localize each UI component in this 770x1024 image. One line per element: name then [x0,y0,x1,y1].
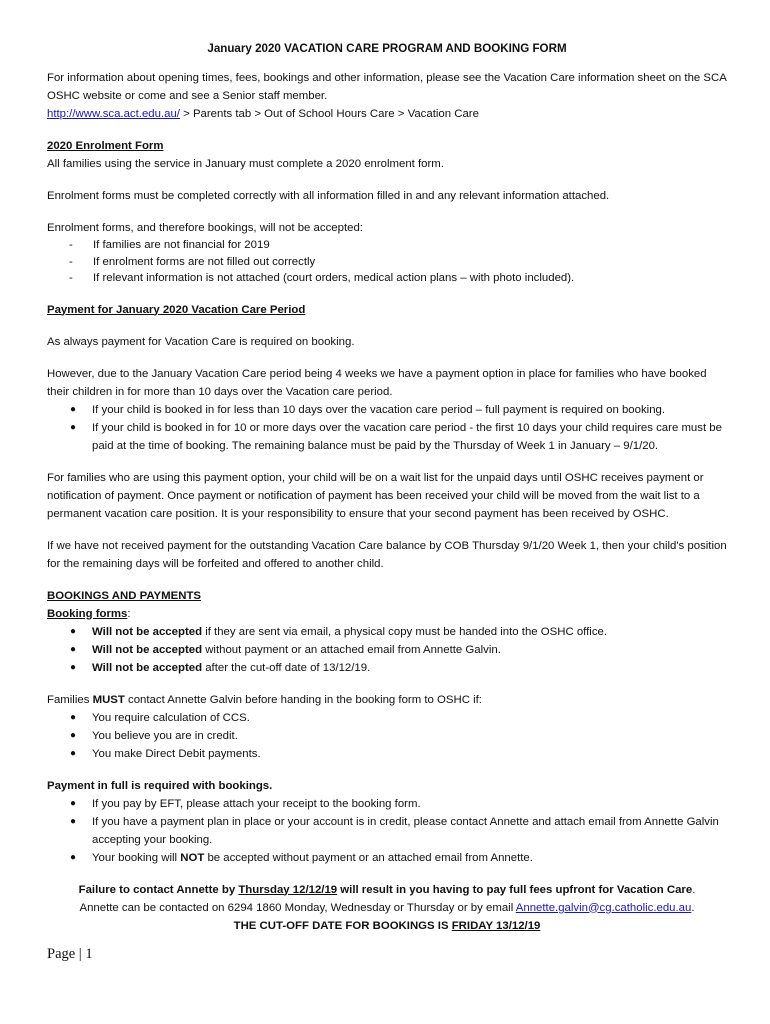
website-link[interactable]: http://www.sca.act.edu.au/ [47,108,180,120]
list-item: ● If you pay by EFT, please attach your receipt to the booking form. [47,795,727,813]
list-item: ● You make Direct Debit payments. [47,745,727,763]
document-page [47,36,727,935]
bullet-marker: ● [70,661,77,673]
must-contact-list [47,709,727,763]
bullet-marker: ● [70,851,77,863]
enrolment-line-2: Enrolment forms must be completed correctly with all information filled in and any relevant information attached. [47,190,610,202]
list-item: ● You believe you are in credit. [47,727,727,745]
bullet-marker: ● [70,797,77,809]
intro-link-line [47,105,727,123]
list-item: ● Your booking will NOT be accepted without payment or an attached email from Annette. [47,849,727,867]
page-footer: Page | 1 [47,946,93,962]
email-link[interactable]: Annette.galvin@cg.catholic.edu.au [515,901,692,914]
list-item: - If enrolment forms are not filled out correctly [47,254,727,271]
list-item: ● Will not be accepted if they are sent via email, a physical copy must be handed into the OSHC office. [47,623,727,641]
link-path: > Parents tab > Out of School Hours Care > Vacation Care [179,108,479,120]
list-item: - If families are not financial for 2019 [47,237,727,254]
list-item: ● Will not be accepted after the cut-off date of 13/12/19. [47,659,727,677]
contact-line: Annette can be contacted on 6294 1860 Monday, Wednesday or Thursday or by email Annette.galvin@cg.catholic.edu.au. [79,901,695,914]
list-item: ● If your child is booked in for less than 10 days over the vacation care period – full payment is required on booking. [47,401,727,419]
bullet-marker: ● [70,711,77,723]
bullet-marker: ● [70,747,77,759]
bullet-marker: ● [70,643,77,655]
must-contact-line: Families MUST contact Annette Galvin before handing in the booking form to OSHC if: [47,693,482,706]
dash-marker: - [69,272,73,284]
bullet-marker: ● [70,403,77,415]
enrolment-line-1: All families using the service in January must complete a 2020 enrolment form. [47,158,444,170]
full-payment-heading: Payment in full is required with bookings. [47,779,273,792]
payment-paragraph-3: For families who are using this payment option, your child will be on a wait list for the unpaid days until OSHC receives payment or notification of payment. Once payment or notification of payment has been received your child will be moved from the wait list to a permanent vacation care position. It is your responsibility to ensure that your second payment has been received by OSHC. [47,471,704,520]
enrolment-line-3: Enrolment forms, and therefore bookings, will not be accepted: [47,222,363,234]
payment-list [47,401,727,455]
intro-text: For information about opening times, fees, bookings and other information, please see the Vacation Care information sheet on the SCA OSHC website or come and see a Senior staff member. [47,72,727,102]
booking-forms-subheading: Booking forms [47,607,128,620]
bookings-heading: BOOKINGS AND PAYMENTS [47,589,201,602]
bullet-marker: ● [70,625,77,637]
bullet-marker: ● [70,815,77,827]
bullet-marker: ● [70,421,77,433]
document-title: January 2020 VACATION CARE PROGRAM AND BOOKING FORM [207,42,567,55]
full-payment-list [47,795,727,867]
payment-paragraph-4: If we have not received payment for the outstanding Vacation Care balance by COB Thursday 9/1/20 Week 1, then your child's position for the remaining days will be forfeited and offered to another child. [47,539,727,570]
dash-marker: - [69,255,73,268]
enrolment-heading: 2020 Enrolment Form [47,140,164,152]
list-item: ● If you have a payment plan in place or your account is in credit, please contact Annette and attach email from Annette Galvin accepting your booking. [47,813,727,849]
list-item: ● Will not be accepted without payment or an attached email from Annette Galvin. [47,641,727,659]
booking-forms-line: Booking forms: [47,607,131,620]
bullet-marker: ● [70,729,77,741]
payment-heading: Payment for January 2020 Vacation Care Period [47,303,306,316]
list-item: ● You require calculation of CCS. [47,709,727,727]
payment-line-2: However, due to the January Vacation Care period being 4 weeks we have a payment option in place for families who have booked their children in for more than 10 days over the Vacation care period. [47,367,707,398]
list-item: ● If your child is booked in for 10 or more days over the vacation care period - the first 10 days your child requires care must be paid at the time of booking. The remaining balance must be paid by the Thursday of Week 1 in January – 9/1/20. [47,419,727,455]
payment-line-1: As always payment for Vacation Care is required on booking. [47,335,355,348]
booking-forms-list [47,623,727,677]
list-item: - If relevant information is not attached (court orders, medical action plans – with photo included). [47,270,727,287]
enrolment-list [47,237,727,287]
cutoff-line: THE CUT-OFF DATE FOR BOOKINGS IS FRIDAY 13/12/19 [233,919,541,932]
dash-marker: - [69,239,73,251]
warning-line: Failure to contact Annette by Thursday 12/12/19 will result in you having to pay full fees upfront for Vacation Care. [78,883,696,896]
